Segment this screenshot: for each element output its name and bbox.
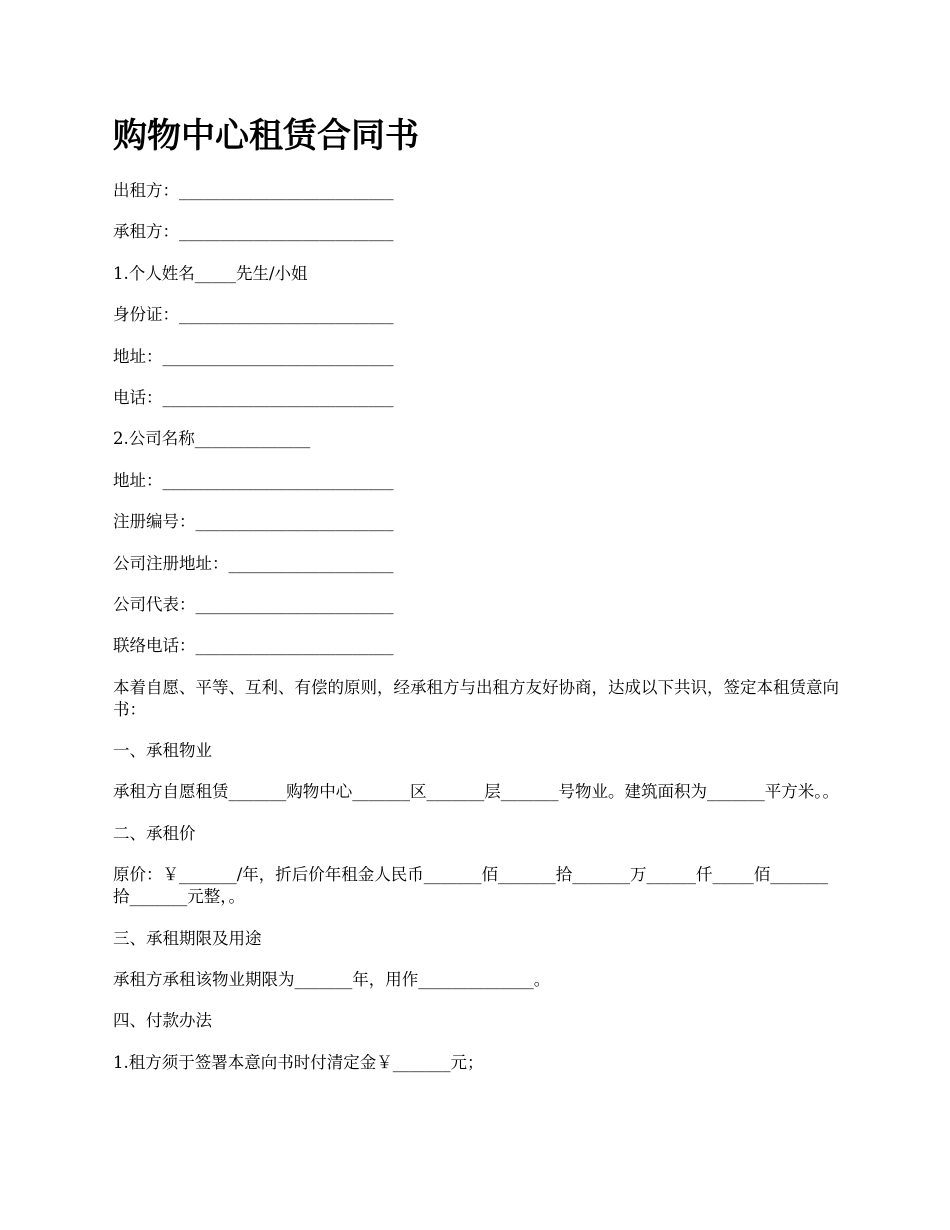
phone-field: 电话：____________________________ [113, 387, 394, 407]
term-clause: 承租方承租该物业期限为_______年，用作______________。 [113, 970, 551, 990]
registration-number-field: 注册编号：________________________ [113, 512, 394, 532]
lessee-field: 承租方：__________________________ [113, 222, 394, 242]
personal-address-field: 地址：____________________________ [113, 346, 394, 366]
company-address-field: 地址：____________________________ [113, 470, 394, 490]
contact-phone-field: 联络电话：________________________ [113, 636, 394, 656]
section-heading-property: 一、承租物业 [113, 741, 212, 761]
section-heading-payment: 四、付款办法 [113, 1011, 212, 1031]
preamble-paragraph: 本着自愿、平等、互利、有偿的原则，经承租方与出租方友好协商，达成以下共识，签定本租赁意向书： [113, 677, 839, 719]
company-name-field: 2.公司名称______________ [113, 429, 311, 449]
section-heading-price: 二、承租价 [113, 823, 196, 843]
company-representative-field: 公司代表：________________________ [113, 594, 394, 614]
personal-name-field: 1.个人姓名_____先生/小姐 [113, 263, 308, 283]
document-page [113, 110, 841, 1093]
lessor-field: 出租方：__________________________ [113, 181, 394, 200]
document-title: 购物中心租赁合同书 [113, 116, 419, 156]
registered-address-field: 公司注册地址：____________________ [113, 553, 394, 573]
payment-clause-1: 1.租方须于签署本意向书时付清定金￥_______元； [113, 1052, 484, 1072]
id-card-field: 身份证：__________________________ [113, 305, 394, 325]
price-clause: 原价：￥_______/年，折后价年租金人民币_______佰_______拾_______万______仟_____佰_______拾_______元整，。 [113, 865, 829, 907]
section-heading-term: 三、承租期限及用途 [113, 928, 262, 948]
property-clause: 承租方自愿租赁_______购物中心_______区_______层_______号物业。建筑面积为_______平方米。。 [113, 782, 839, 802]
